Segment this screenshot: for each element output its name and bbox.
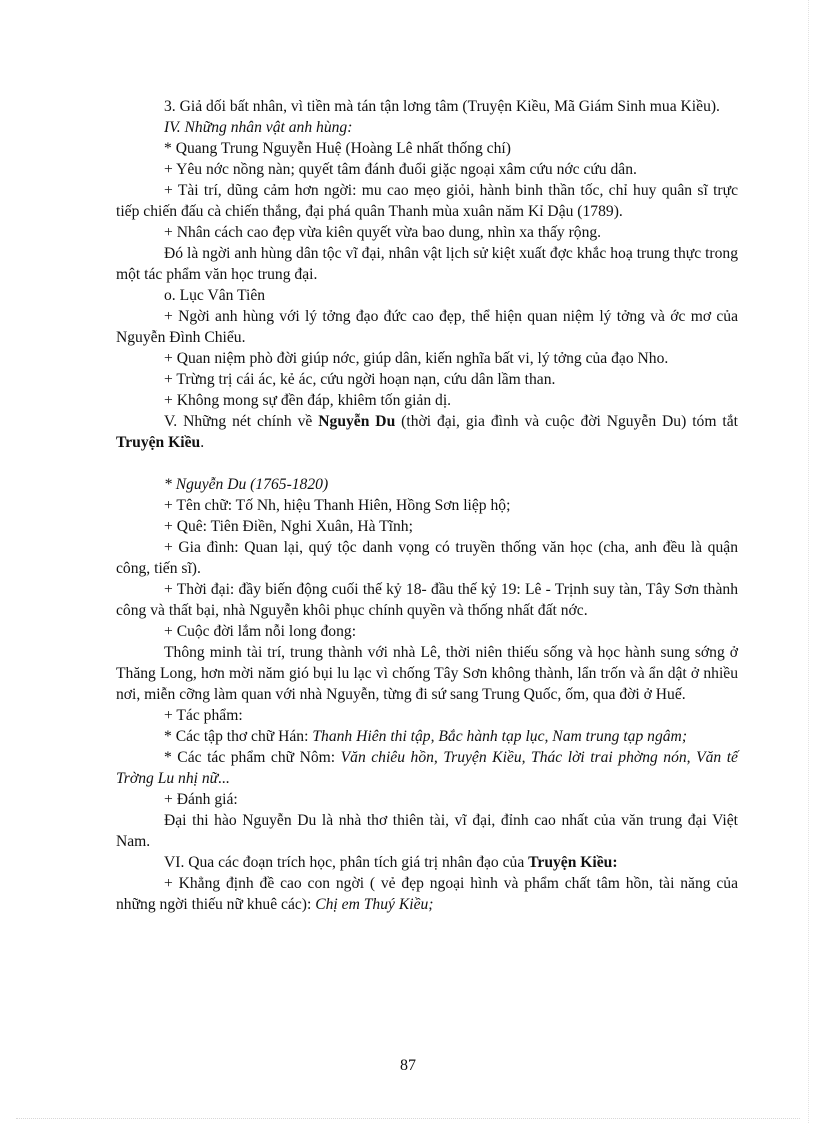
text-run: + Cuộc đời lắm nỗi long đong: (164, 623, 357, 640)
italic-text: Chị em Thuý Kiều; (315, 896, 434, 913)
text-run: Đó là ngời anh hùng dân tộc vĩ đại, nhân vật lịch sử kiệt xuất đợc khắc hoạ trung thực trong một tác phẩm văn học trung đại. (116, 245, 738, 283)
paragraph (116, 243, 738, 285)
page-right-border (808, 0, 809, 1123)
text-run: + Đánh giá: (164, 791, 238, 808)
text-run: (thời đại, gia đình và cuộc đời Nguyễn Du) tóm tắt (395, 413, 738, 430)
text-run: Thông minh tài trí, trung thành với nhà Lê, thời niên thiếu sống và học hành sung sớng ở Thăng Long, hơn mời năm gió bụi lu lạc vì chống Tây Sơn không thành, lẩn trốn và ẩn dật ở nhiều nơi, miễn cỡng làm quan với nhà Nguyễn, từng đi sứ sang Trung Quốc, ốm, qua đời ở Huế. (116, 644, 738, 703)
italic-text: Thanh Hiên thi tập, Bắc hành tạp lục, Nam trung tạp ngâm; (312, 728, 688, 745)
text-run: Đại thi hào Nguyễn Du là nhà thơ thiên tài, vĩ đại, đỉnh cao nhất của văn trung đại Việt Nam. (116, 812, 738, 850)
bold-text: Truyện Kiều: (528, 854, 618, 871)
paragraph (116, 642, 738, 705)
paragraph (116, 726, 738, 747)
text-run: + Yêu nớc nồng nàn; quyết tâm đánh đuổi giặc ngoại xâm cứu nớc cứu dân. (164, 161, 637, 178)
paragraph (116, 579, 738, 621)
paragraph (116, 789, 738, 810)
paragraph (116, 285, 738, 306)
italic-text: IV. Những nhân vật anh hùng: (164, 119, 353, 136)
paragraph (116, 852, 738, 873)
text-run: * Các tác phẩm chữ Nôm: (164, 749, 341, 766)
document-page (116, 96, 738, 915)
paragraph (116, 537, 738, 579)
bold-text: Truyện Kiều (116, 434, 201, 451)
text-run: VI. Qua các đoạn trích học, phân tích giá trị nhân đạo của (164, 854, 529, 871)
text-run: o. Lục Vân Tiên (164, 287, 266, 304)
bold-text: Nguyễn Du (318, 413, 396, 430)
paragraph (116, 474, 738, 495)
text-run: + Nhân cách cao đẹp vừa kiên quyết vừa bao dung, nhìn xa thấy rộng. (164, 224, 602, 241)
paragraph (116, 96, 738, 117)
text-run: + Tên chữ: Tố Nh, hiệu Thanh Hiên, Hồng Sơn liệp hộ; (164, 497, 511, 514)
paragraph (116, 516, 738, 537)
italic-text: * Nguyễn Du (1765-1820) (164, 476, 329, 493)
paragraph (116, 810, 738, 852)
text-run: + Thời đại: đầy biến động cuối thế kỷ 18- đầu thế kỷ 19: Lê - Trịnh suy tàn, Tây Sơn thành công và thất bại, nhà Nguyễn khôi phục chính quyền và thống nhất đất nớc. (116, 581, 738, 619)
text-run: 3. Giả dối bất nhân, vì tiền mà tán tận lơng tâm (Truyện Kiều, Mã Giám Sinh mua Kiều). (164, 98, 720, 115)
paragraph (116, 495, 738, 516)
paragraph (116, 159, 738, 180)
paragraph (116, 117, 738, 138)
text-run: + Quan niệm phò đời giúp nớc, giúp dân, kiến nghĩa bất vi, lý tởng của đạo Nho. (164, 350, 669, 367)
text-run: * Quang Trung Nguyễn Huệ (Hoàng Lê nhất thống chí) (164, 140, 511, 157)
text-run: V. Những nét chính về (164, 413, 319, 430)
paragraph (116, 180, 738, 222)
page-number: 87 (400, 1057, 416, 1074)
paragraph (116, 747, 738, 789)
paragraph (116, 306, 738, 348)
paragraph (116, 390, 738, 411)
text-run: + Khẳng định đề cao con ngời ( vẻ đẹp ngoại hình và phẩm chất tâm hồn, tài năng của những ngời thiếu nữ khuê các): (116, 875, 738, 913)
paragraph (116, 348, 738, 369)
text-run: + Trừng trị cái ác, kẻ ác, cứu ngời hoạn nạn, cứu dân lầm than. (164, 371, 556, 388)
paragraph (116, 621, 738, 642)
italic-text: Văn chiêu hồn, Truyện Kiều, Thác lời trai phờng nón, Văn tế Trờng Lu nhị nữ... (116, 749, 738, 787)
text-run: + Tác phẩm: (164, 707, 243, 724)
page-bottom-border (16, 1118, 800, 1119)
paragraph (116, 222, 738, 243)
text-run: + Gia đình: Quan lại, quý tộc danh vọng có truyền thống văn học (cha, anh đều là quận công, tiến sĩ). (116, 539, 738, 577)
paragraph (116, 873, 738, 915)
paragraph (116, 705, 738, 726)
paragraph (116, 138, 738, 159)
body-text (116, 96, 738, 915)
paragraph (116, 411, 738, 453)
text-run: + Quê: Tiên Điền, Nghi Xuân, Hà Tĩnh; (164, 518, 413, 535)
text-run: + Không mong sự đền đáp, khiêm tốn giản dị. (164, 392, 452, 409)
text-run: + Tài trí, dũng cảm hơn ngời: mu cao mẹo giỏi, hành binh thần tốc, chỉ huy quân sĩ trực tiếp chiến đấu cà chiến thắng, đại phá quân Thanh mùa xuân năm Kỉ Dậu (1789). (116, 182, 738, 220)
text-run: . (200, 434, 205, 451)
text-run: * Các tập thơ chữ Hán: (164, 728, 313, 745)
paragraph (116, 369, 738, 390)
text-run: + Ngời anh hùng với lý tởng đạo đức cao đẹp, thể hiện quan niệm lý tởng và ớc mơ của Nguyễn Đình Chiểu. (116, 308, 738, 346)
